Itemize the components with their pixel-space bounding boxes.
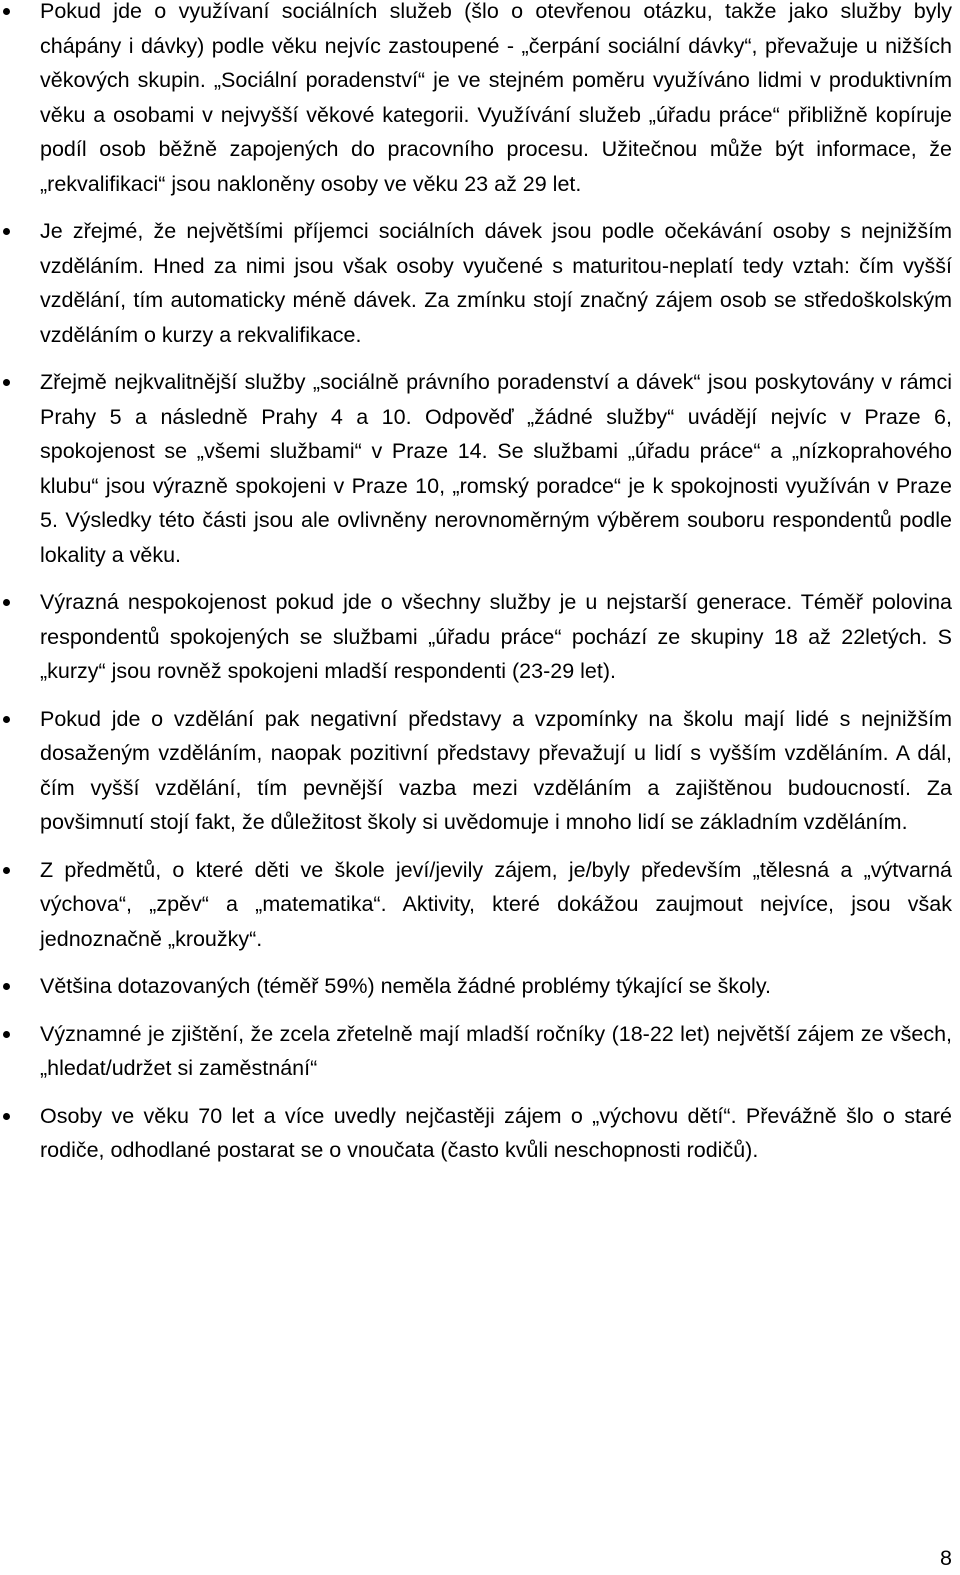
paragraph-text: Výrazná nespokojenost pokud jde o všechny služby je u nejstarší generace. Téměř polovina respondentů spokojených se službami „úřadu práce“ pochází ze skupiny 18 až 22letých. S „kurzy“ jsou rovněž spokojeni mladší respondenti (23-29 let). [40,590,952,683]
bullet-dot-icon [3,8,10,15]
paragraph-text: Z předmětů, o které děti ve škole jeví/jevily zájem, je/byly především „tělesná a „výtvarná výchova“, „zpěv“ a „matematika“. Aktivity, které dokážou zaujmout nejvíce, jsou však jednoznačně „kroužky“. [40,857,952,951]
bullet-dot-icon [3,1113,10,1120]
bullet-dot-icon [3,983,10,990]
list-item [0,585,960,689]
bullet-dot-icon [3,1031,10,1038]
paragraph-text: Významné je zjištění, že zcela zřetelně mají mladší ročníky (18-22 let) největší zájem ze všech, „hledat/udržet si zaměstnání“ [40,1021,952,1080]
list-item [0,702,960,840]
bullet-dot-icon [3,599,10,606]
list-item [0,969,960,1004]
list-item [0,365,960,572]
paragraph-text: Zřejmě nejkvalitnější služby „sociálně právního poradenství a dávek“ jsou poskytovány v rámci Prahy 5 a následně Prahy 4 a 10. Odpověď „žádné služby“ uvádějí nejvíc v Praze 6, spokojenost se „všemi službami“ v Praze 14. Se službami „úřadu práce“ a „nízkoprahového klubu“ jsou výrazně spokojeni v Praze 10, „romský poradce“ je k spokojnosti využíván v Praze 5. Výsledky této části jsou ale ovlivněny nerovnoměrným výběrem souboru respondentů podle lokality a věku. [40,370,952,567]
bullet-dot-icon [3,867,10,874]
paragraph-text: Pokud jde o vzdělání pak negativní představy a vzpomínky na školu mají lidé s nejnižším dosaženým vzděláním, naopak pozitivní představy převažují u lidí s vyšším vzděláním. A dál, čím vyšší vzdělání, tím pevnější vazba mezi vzděláním a zajištěnou budoucností. Za povšimnutí stojí fakt, že důležitost školy si uvědomuje i mnoho lidí se základním vzděláním. [40,706,952,834]
page-number: 8 [940,1546,952,1570]
list-item [0,0,960,201]
bullet-dot-icon [3,228,10,235]
paragraph-text: Je zřejmé, že největšími příjemci sociálních dávek jsou podle očekávání osoby s nejnižším vzděláním. Hned za nimi jsou však osoby vyučené s maturitou-neplatí tedy vztah: čím vyšší vzdělání, tím automaticky méně dávek. Za zmínku stojí značný zájem osob se středoškolským vzděláním o kurzy a rekvalifikace. [40,219,952,347]
list-item [0,1099,960,1168]
list-item [0,853,960,957]
paragraph-text: Pokud jde o využívaní sociálních služeb (šlo o otevřenou otázku, takže jako služby byly chápány i dávky) podle věku nejvíc zastoupené - „čerpání sociální dávky“, převažuje u nižších věkových skupin. „Sociální poradenství“ je ve stejném poměru využíváno lidmi v produktivním věku a osobami v nejvyšší věkové kategorii. Využívání služeb „úřadu práce“ přibližně kopíruje podíl osob běžně zapojených do pracovního procesu. Užitečnou může být informace, že „rekvalifikaci“ jsou nakloněny osoby ve věku 23 až 29 let. [40,0,952,196]
paragraph-text: Většina dotazovaných (téměř 59%) neměla žádné problémy týkající se školy. [40,974,771,998]
bullet-dot-icon [3,379,10,386]
paragraph-text: Osoby ve věku 70 let a více uvedly nejčastěji zájem o „výchovu dětí“. Převážně šlo o staré rodiče, odhodlané postarat se o vnoučata (často kvůli neschopnosti rodičů). [40,1103,952,1162]
list-item [0,1017,960,1086]
bullet-dot-icon [3,716,10,723]
list-item [0,214,960,352]
